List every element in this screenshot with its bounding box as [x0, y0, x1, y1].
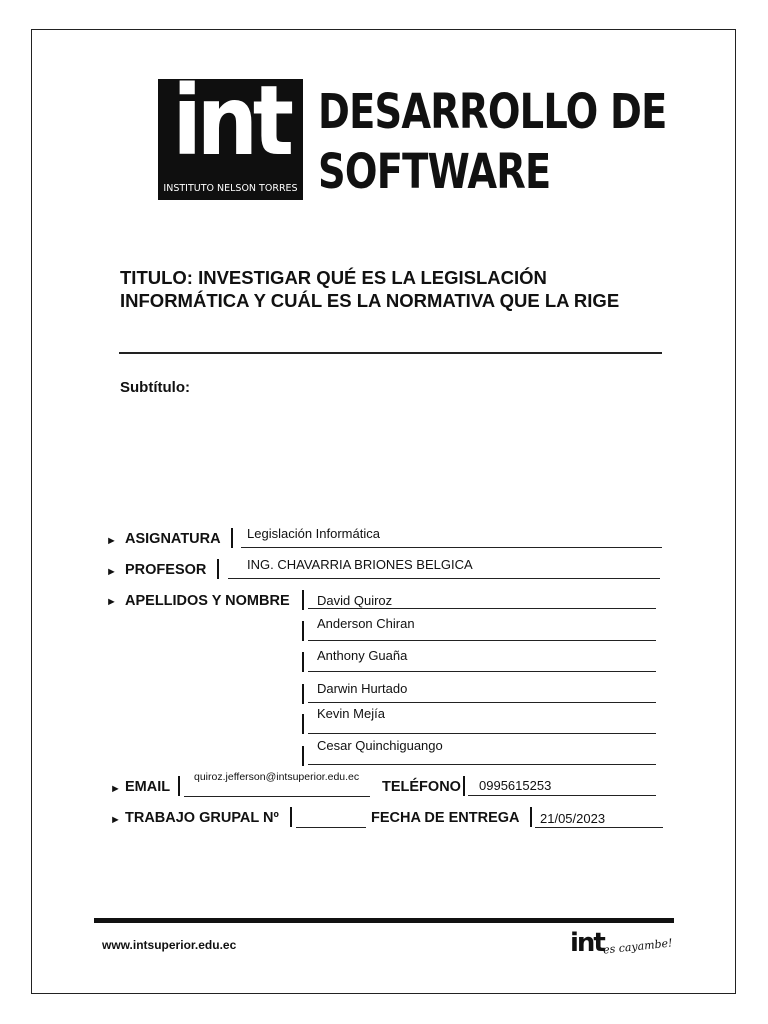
field-separator: [231, 528, 233, 548]
brand-title: [318, 82, 667, 202]
name-5-underline: [308, 733, 656, 734]
brand-title-line1: DESARROLLO DE: [318, 84, 667, 140]
logo-subtext: INSTITUTO NELSON TORRES: [163, 183, 298, 194]
fecha-entrega-label: FECHA DE ENTREGA: [371, 810, 520, 826]
telefono-underline: [468, 795, 656, 796]
asignatura-underline: [241, 547, 662, 548]
footer-slogan: es cayambe!: [602, 936, 674, 957]
fecha-entrega-value: 21/05/2023: [540, 811, 606, 826]
bullet-arrow-icon: ►: [106, 535, 117, 547]
logo-letters: int: [172, 65, 289, 177]
name-6: Cesar Quinchiguango: [317, 738, 443, 753]
footer-website: www.intsuperior.edu.ec: [102, 938, 237, 952]
document-title: TITULO: INVESTIGAR QUÉ ES LA LEGISLACIÓN INFORMÁTICA Y CUÁL ES LA NORMATIVA QUE LA RIGE: [120, 267, 620, 311]
asignatura-value: Legislación Informática: [247, 526, 380, 541]
field-separator: [302, 714, 304, 734]
name-4-underline: [308, 702, 656, 703]
field-separator: [530, 807, 532, 827]
bullet-arrow-icon: ►: [106, 566, 117, 578]
bullet-arrow-icon: ►: [106, 596, 117, 608]
telefono-label: TELÉFONO: [382, 779, 461, 795]
name-1: David Quiroz: [317, 593, 393, 608]
asignatura-label: ASIGNATURA: [125, 531, 221, 547]
title-divider: [119, 352, 662, 354]
brand-title-line2: SOFTWARE: [318, 144, 551, 200]
email-label: EMAIL: [125, 779, 171, 795]
name-2: Anderson Chiran: [317, 616, 415, 631]
profesor-underline: [228, 578, 660, 579]
profesor-label: PROFESOR: [125, 562, 207, 578]
telefono-value: 0995615253: [479, 778, 552, 793]
trabajo-grupal-underline: [296, 827, 366, 828]
trabajo-grupal-label: TRABAJO GRUPAL Nº: [125, 810, 279, 826]
footer-int-logo: int: [570, 928, 604, 958]
subtitle-label: Subtítulo:: [120, 379, 190, 396]
int-logo: [158, 65, 303, 200]
field-separator: [217, 559, 219, 579]
footer-divider: [94, 918, 674, 923]
email-underline: [184, 796, 370, 797]
name-2-underline: [308, 640, 656, 641]
name-6-underline: [308, 764, 656, 765]
fecha-entrega-underline: [535, 827, 663, 828]
name-3: Anthony Guaña: [317, 648, 408, 663]
field-separator: [302, 746, 304, 766]
email-value: quiroz.jefferson@intsuperior.edu.ec: [194, 771, 360, 783]
bullet-arrow-icon: ►: [110, 814, 121, 826]
field-separator: [463, 776, 465, 796]
field-separator: [290, 807, 292, 827]
name-4: Darwin Hurtado: [317, 681, 408, 696]
profesor-value: ING. CHAVARRIA BRIONES BELGICA: [247, 557, 473, 572]
field-separator: [302, 621, 304, 641]
name-3-underline: [308, 671, 656, 672]
field-separator: [302, 590, 304, 610]
field-separator: [302, 652, 304, 672]
name-1-underline: [308, 608, 656, 609]
apellidos-label: APELLIDOS Y NOMBRE: [125, 593, 290, 609]
field-separator: [302, 684, 304, 704]
field-separator: [178, 776, 180, 796]
name-5: Kevin Mejía: [317, 706, 385, 721]
bullet-arrow-icon: ►: [110, 783, 121, 795]
